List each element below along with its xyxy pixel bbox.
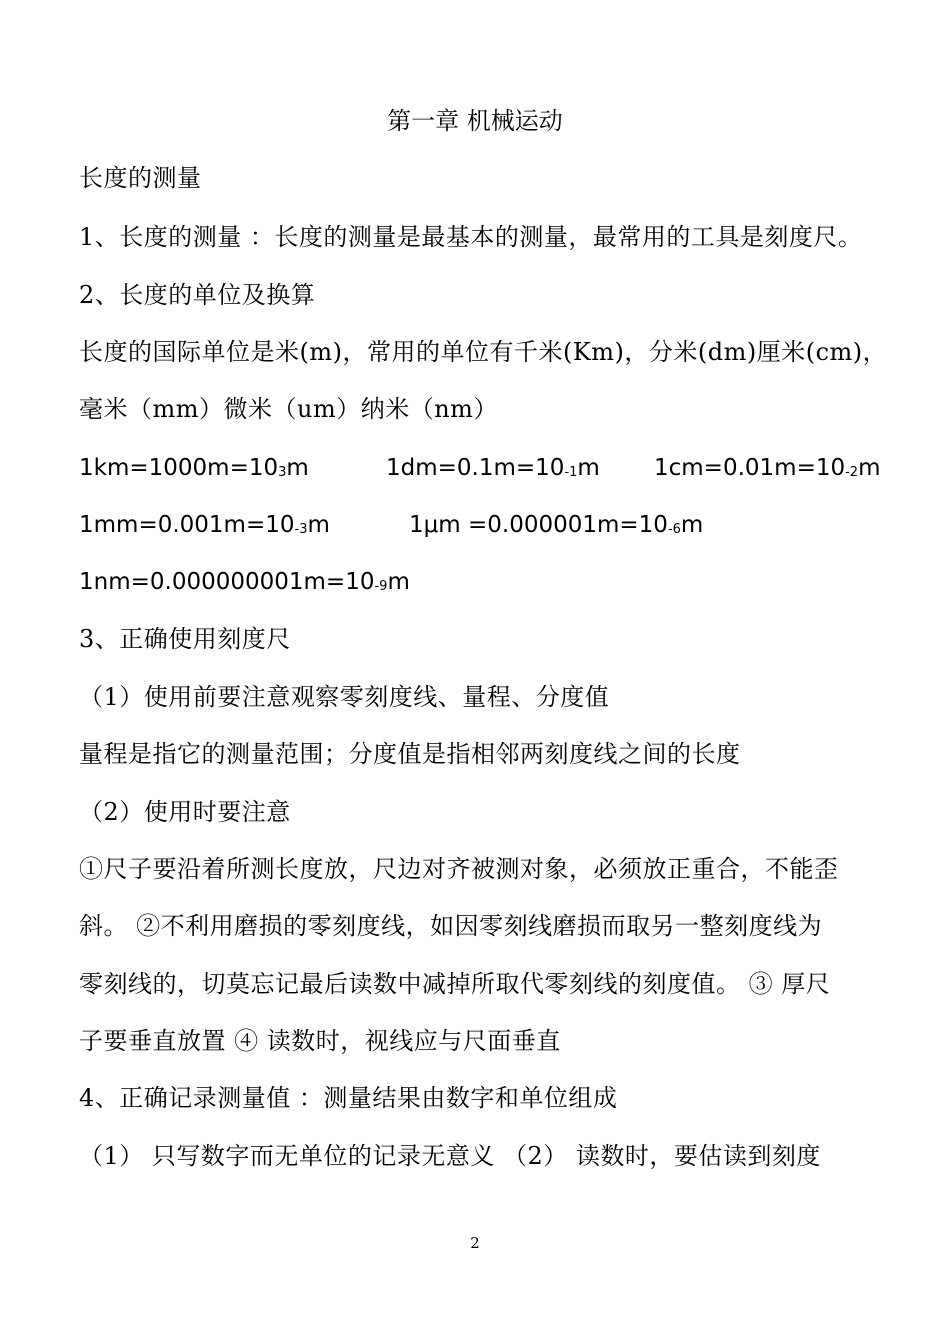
- formula-dm: [386, 453, 600, 487]
- paragraph-ruler-usage-heading: 3、正确使用刻度尺: [79, 625, 291, 653]
- formula-km: [79, 453, 309, 487]
- paragraph-small-units: 毫米（mm）微米（um）纳米（nm）: [79, 395, 498, 423]
- paragraph-rule-2: 斜。 ②不利用磨损的零刻度线，如因零刻线磨损而取另一整刻度线为: [79, 912, 823, 940]
- formula-cm-base: 1cm=0.01m=10: [654, 455, 846, 481]
- section-heading: 长度的测量: [79, 164, 202, 192]
- paragraph-record-rules: （1） 只写数字而无单位的记录无意义 （2） 读数时，要估读到刻度: [79, 1142, 821, 1170]
- formula-dm-exponent: -1: [564, 465, 578, 480]
- formula-um: [409, 510, 703, 544]
- formula-nm-base: 1nm=0.000000001m=10: [79, 569, 375, 595]
- formula-mm: [79, 510, 330, 544]
- formula-mm-unit: m: [307, 512, 330, 538]
- formula-nm-unit: m: [387, 569, 410, 595]
- paragraph-si-unit: 长度的国际单位是米(m)，常用的单位有千米(Km)，分米(dm)厘米(cm)，: [79, 338, 888, 366]
- formula-dm-base: 1dm=0.1m=10: [386, 455, 565, 481]
- paragraph-ruler-before-use: （1）使用前要注意观察零刻度线、量程、分度值: [79, 683, 610, 711]
- chapter-title: 第一章 机械运动: [387, 107, 563, 135]
- formula-km-base: 1km=1000m=10: [79, 455, 279, 481]
- formula-um-unit: m: [680, 512, 704, 538]
- formula-um-base: 1μm =0.000001m=10: [409, 512, 668, 538]
- page-number: 2: [470, 1234, 480, 1252]
- formula-cm: [654, 453, 880, 487]
- paragraph-rule-1: ①尺子要沿着所测长度放，尺边对齐被测对象，必须放正重合，不能歪: [79, 855, 839, 883]
- paragraph-record-heading: 4、正确记录测量值 ：测量结果由数字和单位组成: [79, 1084, 618, 1112]
- formula-mm-exponent: -3: [294, 522, 308, 537]
- paragraph-units-heading: 2、长度的单位及换算: [79, 281, 316, 309]
- formula-km-unit: m: [286, 455, 309, 481]
- formula-nm-exponent: -9: [374, 579, 388, 594]
- paragraph-rule-3: 零刻线的，切莫忘记最后读数中减掉所取代零刻线的刻度值。 ③ 厚尺: [79, 970, 831, 998]
- formula-cm-exponent: -2: [845, 465, 859, 480]
- formula-mm-base: 1mm=0.001m=10: [79, 512, 295, 538]
- paragraph-rule-4: 子要垂直放置 ④ 读数时，视线应与尺面垂直: [79, 1027, 561, 1055]
- formula-nm: [79, 567, 410, 601]
- formula-km-exponent: 3: [278, 465, 287, 480]
- paragraph-range-definition: 量程是指它的测量范围；分度值是指相邻两刻度线之间的长度: [79, 740, 741, 768]
- formula-cm-unit: m: [858, 455, 881, 481]
- formula-um-exponent: -6: [667, 522, 681, 537]
- paragraph-length-measurement: 1、长度的测量 ：长度的测量是最基本的测量，最常用的工具是刻度尺。: [79, 223, 863, 251]
- paragraph-ruler-during-use: （2）使用时要注意: [79, 798, 291, 826]
- formula-dm-unit: m: [577, 455, 600, 481]
